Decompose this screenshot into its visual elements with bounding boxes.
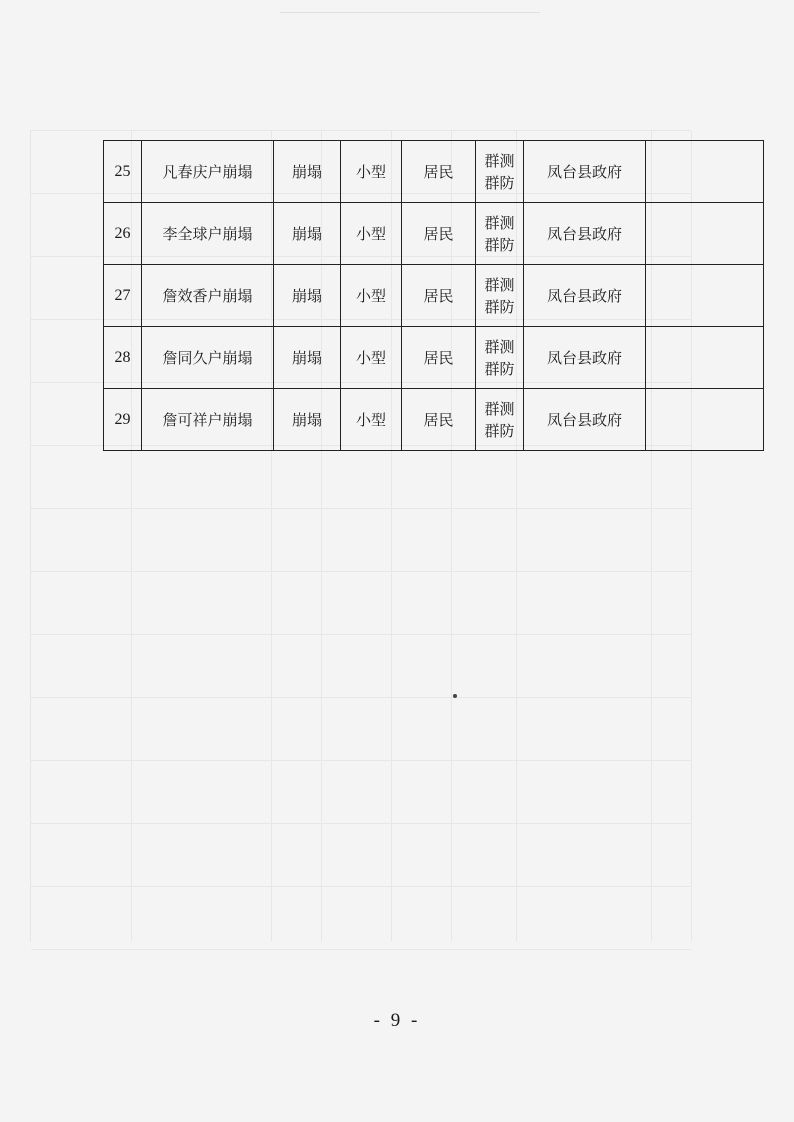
row-number: 28 — [104, 327, 142, 389]
note-cell — [646, 265, 764, 327]
responsible-unit: 凤台县政府 — [524, 203, 646, 265]
measure-line-1: 群测 — [484, 337, 515, 356]
hazard-scale: 小型 — [341, 141, 402, 203]
scan-artifact-top — [280, 12, 540, 25]
prevention-measure — [476, 141, 524, 203]
hazard-scale: 小型 — [341, 265, 402, 327]
prevention-measure — [476, 203, 524, 265]
scan-dust-mark — [453, 694, 457, 698]
row-number: 27 — [104, 265, 142, 327]
measure-line-2: 群防 — [484, 173, 515, 192]
hazard-name: 凡春庆户崩塌 — [142, 141, 274, 203]
measure-line-2: 群防 — [484, 235, 515, 254]
hazard-type: 崩塌 — [274, 265, 341, 327]
note-cell — [646, 141, 764, 203]
table-row — [104, 265, 764, 327]
measure-line-2: 群防 — [484, 297, 515, 316]
hazard-scale: 小型 — [341, 327, 402, 389]
hazard-table — [103, 140, 764, 451]
responsible-unit: 凤台县政府 — [524, 389, 646, 451]
hazard-name: 詹效香户崩塌 — [142, 265, 274, 327]
measure-line-1: 群测 — [484, 151, 515, 170]
hazard-scale: 小型 — [341, 389, 402, 451]
threat-object: 居民 — [402, 265, 476, 327]
row-number: 29 — [104, 389, 142, 451]
table-row — [104, 389, 764, 451]
row-number: 25 — [104, 141, 142, 203]
note-cell — [646, 203, 764, 265]
hazard-name: 詹同久户崩塌 — [142, 327, 274, 389]
table-row — [104, 327, 764, 389]
hazard-type: 崩塌 — [274, 327, 341, 389]
note-cell — [646, 389, 764, 451]
threat-object: 居民 — [402, 389, 476, 451]
measure-line-1: 群测 — [484, 275, 515, 294]
prevention-measure — [476, 265, 524, 327]
measure-line-1: 群测 — [484, 399, 515, 418]
responsible-unit: 凤台县政府 — [524, 141, 646, 203]
hazard-type: 崩塌 — [274, 389, 341, 451]
threat-object: 居民 — [402, 327, 476, 389]
responsible-unit: 凤台县政府 — [524, 327, 646, 389]
measure-line-2: 群防 — [484, 359, 515, 378]
row-number: 26 — [104, 203, 142, 265]
hazard-type: 崩塌 — [274, 141, 341, 203]
prevention-measure — [476, 327, 524, 389]
threat-object: 居民 — [402, 203, 476, 265]
hazard-type: 崩塌 — [274, 203, 341, 265]
threat-object: 居民 — [402, 141, 476, 203]
table-row — [104, 141, 764, 203]
table-row — [104, 203, 764, 265]
hazard-name: 李全球户崩塌 — [142, 203, 274, 265]
measure-line-1: 群测 — [484, 213, 515, 232]
responsible-unit: 凤台县政府 — [524, 265, 646, 327]
prevention-measure — [476, 389, 524, 451]
measure-line-2: 群防 — [484, 421, 515, 440]
page-number: - 9 - — [373, 1010, 421, 1031]
hazard-scale: 小型 — [341, 203, 402, 265]
hazard-name: 詹可祥户崩塌 — [142, 389, 274, 451]
note-cell — [646, 327, 764, 389]
